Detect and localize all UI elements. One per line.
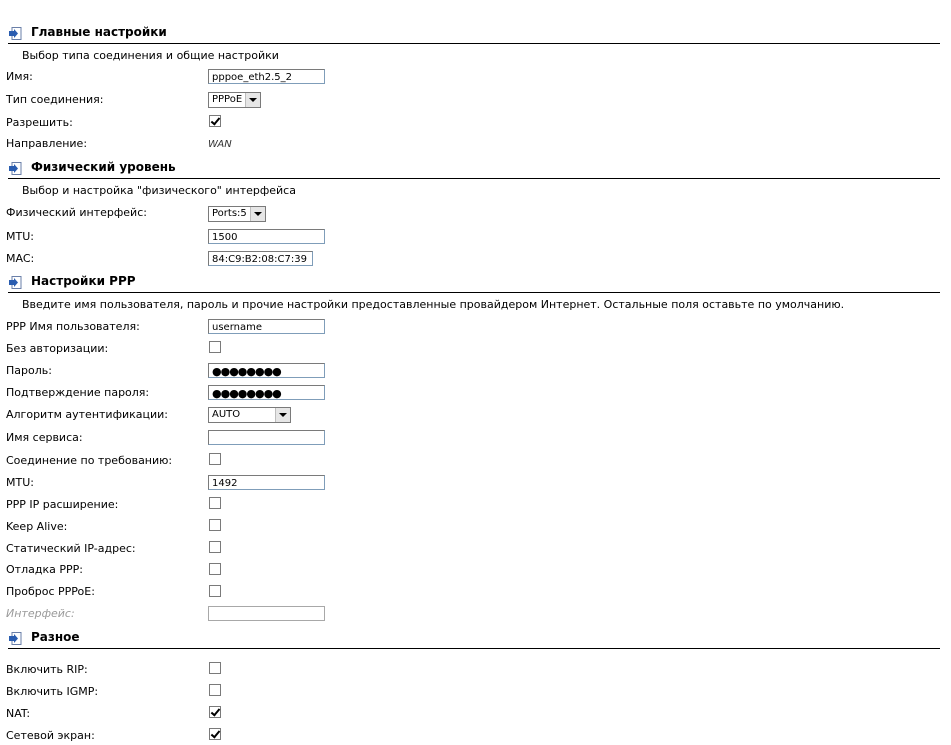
ppp-username-input[interactable]: username: [208, 319, 325, 334]
section-title: Главные настройки: [31, 25, 167, 39]
enable-rip-checkbox[interactable]: [209, 662, 221, 674]
static-ip-checkbox[interactable]: [209, 541, 221, 553]
section-header-ppp: [8, 274, 940, 293]
name-label: Имя:: [6, 70, 33, 83]
on-demand-checkbox[interactable]: [209, 453, 221, 465]
static-ip-label: Статический IP-адрес:: [6, 542, 136, 555]
enable-label: Разрешить:: [6, 116, 73, 129]
interface-input[interactable]: [208, 606, 325, 621]
section-description: Выбор и настройка "физического" интерфейса: [22, 184, 296, 197]
ppp-mtu-label: MTU:: [6, 476, 34, 489]
interface-label: Интерфейс:: [6, 607, 75, 620]
mac-input[interactable]: 84:C9:B2:08:C7:39: [208, 251, 313, 266]
nat-checkbox[interactable]: [209, 706, 221, 718]
page-arrow-icon: [9, 632, 23, 645]
chevron-down-icon: [250, 207, 265, 221]
no-auth-checkbox[interactable]: [209, 341, 221, 353]
section-header-main: [8, 25, 940, 44]
mac-label: MAC:: [6, 252, 35, 265]
ppp-debug-checkbox[interactable]: [209, 563, 221, 575]
direction-value: WAN: [208, 139, 232, 150]
connection-type-value: PPPoE: [212, 94, 243, 105]
enable-checkbox[interactable]: [209, 115, 221, 127]
page-arrow-icon: [9, 276, 23, 289]
connection-type-select[interactable]: [208, 92, 261, 108]
keep-alive-checkbox[interactable]: [209, 519, 221, 531]
physical-interface-label: Физический интерфейс:: [6, 206, 147, 219]
auth-algorithm-label: Алгоритм аутентификации:: [6, 408, 169, 421]
page-arrow-icon: [9, 27, 23, 40]
section-description: Выбор типа соединения и общие настройки: [22, 49, 279, 62]
on-demand-label: Соединение по требованию:: [6, 454, 173, 467]
ppp-mtu-input[interactable]: 1492: [208, 475, 325, 490]
keep-alive-label: Keep Alive:: [6, 520, 68, 533]
service-name-label: Имя сервиса:: [6, 431, 83, 444]
password-label: Пароль:: [6, 364, 52, 377]
enable-rip-label: Включить RIP:: [6, 663, 88, 676]
mtu-label: MTU:: [6, 230, 34, 243]
no-auth-label: Без авторизации:: [6, 342, 109, 355]
chevron-down-icon: [245, 93, 260, 107]
auth-algorithm-value: AUTO: [212, 409, 241, 420]
section-header-physical: [8, 160, 940, 179]
section-description: Введите имя пользователя, пароль и прочие настройки предоставленные провайдером Интернет. Остальные поля оставьте по умолчанию.: [22, 298, 845, 311]
pppoe-passthrough-label: Проброс PPPoE:: [6, 585, 95, 598]
password-confirm-input[interactable]: ●●●●●●●●: [208, 385, 325, 400]
ppp-ip-extension-checkbox[interactable]: [209, 497, 221, 509]
ppp-ip-extension-label: PPP IP расширение:: [6, 498, 119, 511]
page-arrow-icon: [9, 162, 23, 175]
firewall-label: Сетевой экран:: [6, 729, 95, 742]
enable-igmp-label: Включить IGMP:: [6, 685, 99, 698]
enable-igmp-checkbox[interactable]: [209, 684, 221, 696]
password-input[interactable]: ●●●●●●●●: [208, 363, 325, 378]
password-confirm-label: Подтверждение пароля:: [6, 386, 150, 399]
section-title: Разное: [31, 630, 80, 644]
physical-mtu-input[interactable]: 1500: [208, 229, 325, 244]
ppp-username-label: PPP Имя пользователя:: [6, 320, 140, 333]
physical-interface-value: Ports:5: [212, 208, 247, 219]
physical-interface-select[interactable]: [208, 206, 266, 222]
direction-label: Направление:: [6, 137, 88, 150]
auth-algorithm-select[interactable]: [208, 407, 291, 423]
firewall-checkbox[interactable]: [209, 728, 221, 740]
chevron-down-icon: [275, 408, 290, 422]
section-title: Настройки PPP: [31, 274, 136, 288]
section-header-misc: [8, 630, 940, 649]
nat-label: NAT:: [6, 707, 31, 720]
pppoe-passthrough-checkbox[interactable]: [209, 585, 221, 597]
service-name-input[interactable]: [208, 430, 325, 445]
name-input[interactable]: pppoe_eth2.5_2: [208, 69, 325, 84]
connection-type-label: Тип соединения:: [6, 93, 104, 106]
ppp-debug-label: Отладка PPP:: [6, 563, 83, 576]
section-title: Физический уровень: [31, 160, 176, 174]
